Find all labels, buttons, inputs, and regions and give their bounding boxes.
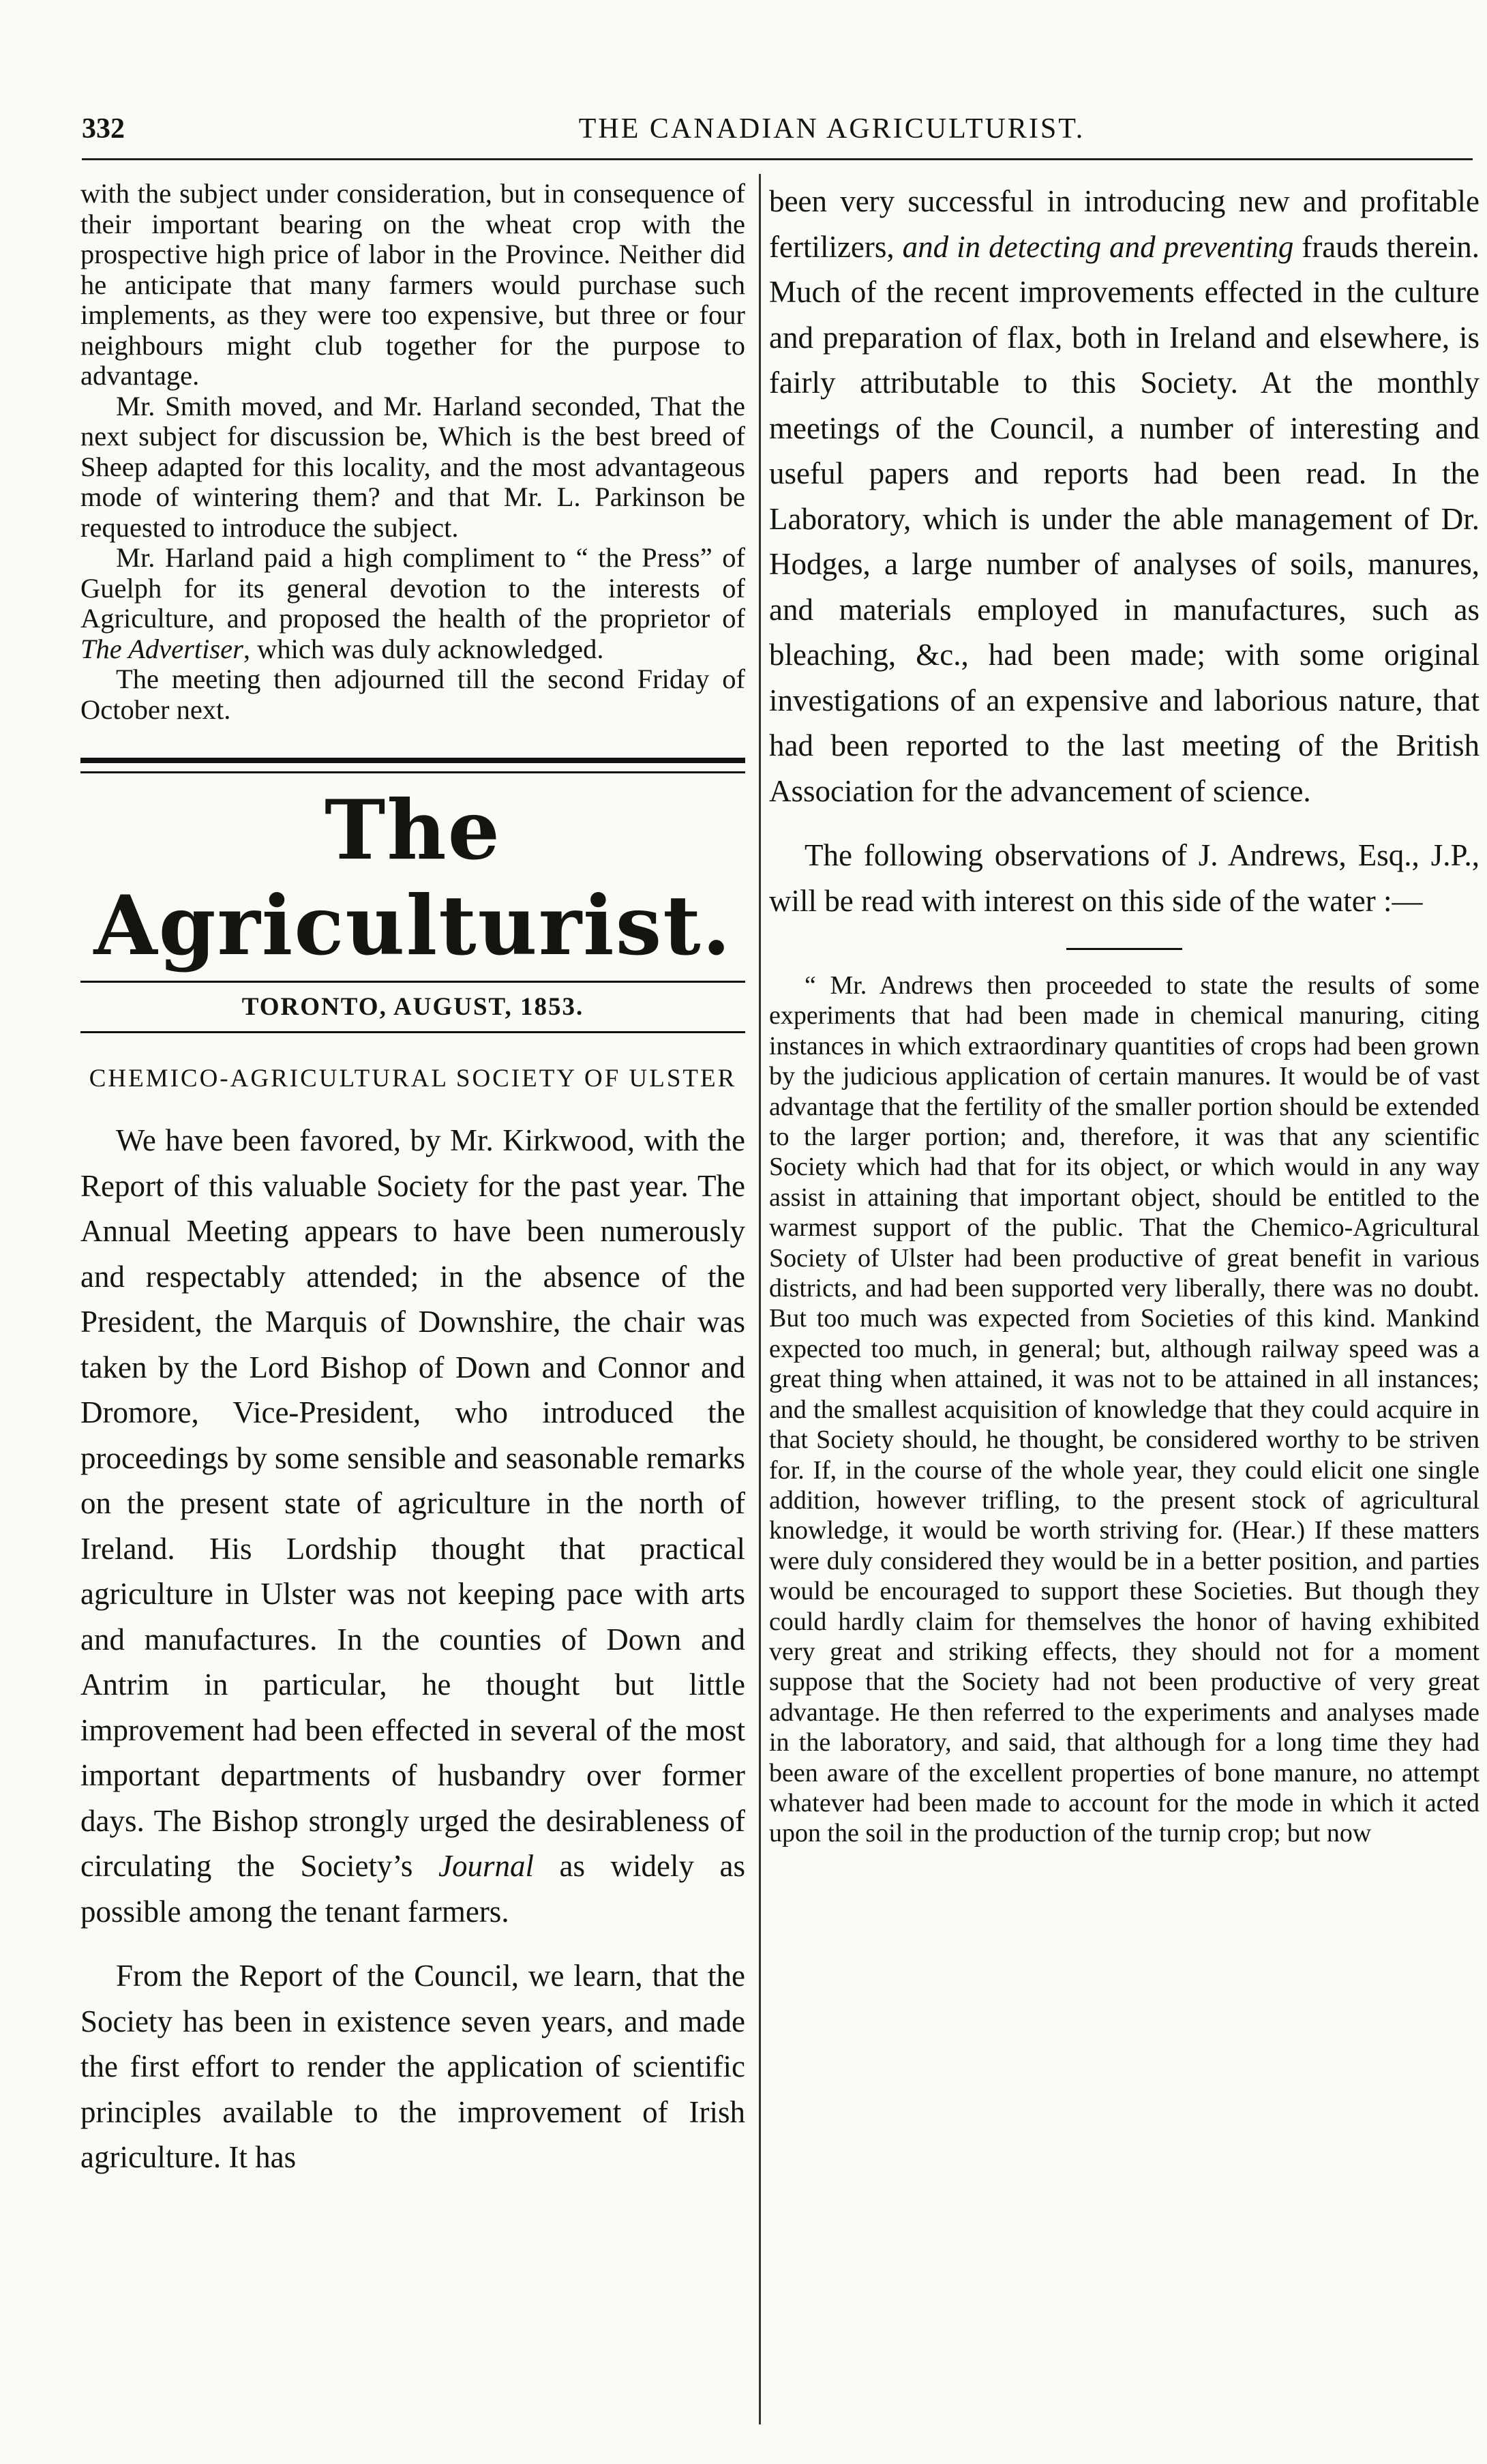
newspaper-title: The Advertiser — [80, 633, 243, 664]
favored-text-start: We have been favored, by Mr. Kirkwood, with the Report of this valuable Society for the past year. The Annual Meeting appears to have been numerously and respectably attended; in the absence of the President, the Marquis of Downshire, the chair was taken by the Lord Bishop of Down and Connor and Dromore, Vice-President, who introduced the proceedings by some sensible and seasonable remarks on the present state of agriculture in the north of Ireland. His Lordship thought that practical agriculture in Ulster was not keeping pace with arts and manufactures. In the counties of Down and Antrim in particular, he thought but little improvement had been effected in several of the most important departments of husbandry over former days. The Bishop strongly urged the desirableness of circulating the Society’s — [80, 1123, 745, 1883]
paragraph-harland-compliment — [80, 543, 745, 664]
page-header — [82, 113, 1473, 153]
right-column — [769, 179, 1480, 1849]
continuation-italic: and in detecting and preventing — [902, 229, 1294, 264]
dateline-rule — [80, 1031, 745, 1033]
harland-text-start: Mr. Harland paid a high compliment to “ the Press” of Guelph for its general devotion to the interests of Agriculture, and proposed the health of the proprietor of — [80, 542, 745, 634]
continuation-text-start: been very successful in introducing new and profitable fertilizers, — [769, 184, 1480, 264]
harland-text-end: , which was duly acknowledged. — [243, 633, 604, 664]
column-divider — [759, 174, 761, 2424]
paragraph-report: From the Report of the Council, we learn, that the Society has been in existence seven years, and made the first effort to render the application of scientific principles available to the improvement of Irish agriculture. It has — [80, 1959, 745, 2174]
article-title: CHEMICO-AGRICULTURAL SOCIETY OF ULSTER — [89, 1065, 737, 1093]
running-title: THE CANADIAN AGRICULTURIST. — [578, 113, 1085, 145]
page-number: 332 — [82, 113, 125, 145]
paragraph-gap — [769, 814, 1480, 833]
masthead-title: The Agriculturist. — [93, 782, 732, 974]
paragraph-gap — [80, 1934, 745, 1953]
continuation-text-end: frauds therein. Much of the recent improvements effected in the culture and preparation of flax, both in Ireland and elsewhere, is fairly attributable to this Society. At the monthly meetings of the Council, a number of interesting and useful papers and reports had been read. In the Laboratory, which is under the able management of Dr. Hodges, a large number of analyses of soils, manures, and materials employed in manufactures, such as bleaching, &c., had been made; with some original investigations of an expensive and laborious nature, that had been reported to the last meeting of the British Association for the advancement of science. — [769, 229, 1480, 808]
paragraph-meeting-adjourned: The meeting then adjourned till the second Friday of October next. — [80, 664, 745, 725]
continued-article-paragraph — [769, 179, 1480, 814]
article-body — [80, 1118, 745, 2180]
favored-text-end: as widely as possible among the tenant farmers. — [80, 1849, 745, 1929]
quoted-speech — [769, 970, 1480, 1849]
article-body-continued — [769, 179, 1480, 923]
masthead-rule — [80, 981, 745, 983]
continued-paragraph: with the subject under consideration, but in consequence of their important bearing on the wheat crop with the prospective high price of labor in the Province. Neither did he anticipate that many farmers would purchase such implements, as they were too expensive, but three or four neighbours might club together for the purpose to advantage. — [80, 178, 745, 391]
journal-word: Journal — [438, 1849, 534, 1883]
quote-separator — [1066, 948, 1182, 950]
header-rule — [82, 158, 1473, 160]
dateline: TORONTO, AUGUST, 1853. — [241, 993, 584, 1021]
paragraph-observations: The following observations of J. Andrews, Esq., J.P., will be read with interest on this side of the water :— — [769, 838, 1480, 918]
left-column — [80, 179, 745, 2180]
paragraph-smith-motion: Mr. Smith moved, and Mr. Harland seconded, That the next subject for discussion be, Which is the best breed of Sheep adapted for this locality, and the most advantageous mode of wintering them? and that Mr. L. Parkinson be requested to introduce the subject. — [80, 390, 745, 543]
section-double-rule — [80, 758, 745, 773]
paragraph-favored — [80, 1118, 745, 1934]
quote-paragraph: “ Mr. Andrews then proceeded to state the results of some experiments that had been made in chemical manuring, citing instances in which extraordinary quantities of crops had been grown by the judicious application of certain manures. It would be of vast advantage that the fertility of the smaller portion should be extended to the larger portion; and, therefore, it was that any scientific Society which had that for its object, or which would in any way assist in attaining that important object, should be entitled to the warmest support of the public. That the Chemico-Agricultural Society of Ulster had been productive of great benefit in various districts, and had been supported very liberally, there was no doubt. But too much was expected from Societies of this kind. Mankind expected too much, in general; but, although railway speed was a great thing when attained, it was not to be attained in all instances; and the smallest acquisition of knowledge that they could acquire in that Society should, he thought, be considered worthy to be striven for. If, in the course of the whole year, they could elicit one single addition, however trifling, to the present stock of agricultural knowledge, it would be worth striving for. (Hear.) If these matters were duly considered they would be in a better position, and parties would be encouraged to support these Societies. But though they could hardly claim for themselves the honor of having exhibited very great and striking effects, they should not for a moment suppose that the Society had not been productive of very great advantage. He then referred to the experiments and analyses made in the laboratory, and said, that although for a long time they had been aware of the excellent properties of bone manure, no attempt whatever had been made to account for the mode in which it acted upon the soil in the production of the turnip crop; but now — [769, 971, 1480, 1848]
